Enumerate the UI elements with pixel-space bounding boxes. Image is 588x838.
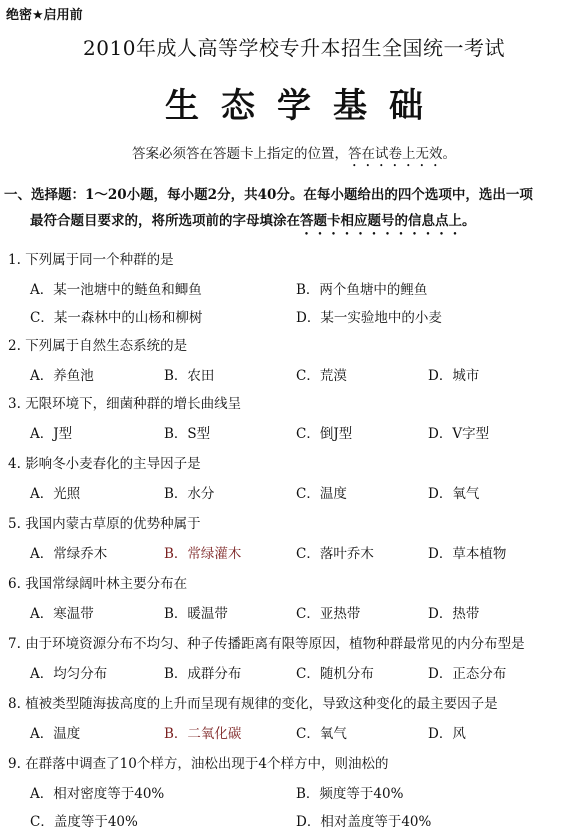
question-6 (8, 572, 187, 592)
option-2b[interactable]: B．农田 (164, 368, 215, 384)
option-3d[interactable]: D．V字型 (428, 426, 490, 442)
question-text: 我国内蒙古草原的优势种属于 (25, 516, 201, 532)
question-9 (8, 752, 388, 772)
notice-part1: 答案必须答在答题卡上指定的位置， (132, 146, 348, 162)
option-4a[interactable]: A．光照 (30, 486, 81, 502)
option-8d[interactable]: D．风 (428, 726, 466, 742)
secret-label: 绝密★启用前 (6, 8, 83, 23)
section-line2-part2: 答题卡相应题号的信息点上。 (300, 213, 476, 229)
question-text: 影响冬小麦春化的主导因子是 (25, 456, 201, 472)
question-3 (8, 392, 241, 412)
question-text: 在群落中调查了10个样方，油松出现于4个样方中，则油松的 (25, 756, 389, 772)
question-number: 8. (8, 696, 21, 712)
option-7c[interactable]: C．随机分布 (296, 666, 374, 682)
option-5d[interactable]: D．草本植物 (428, 546, 507, 562)
option-3a[interactable]: A．J型 (30, 426, 73, 442)
option-4b[interactable]: B．水分 (164, 486, 215, 502)
question-number: 7. (8, 636, 21, 652)
option-4d[interactable]: D．氧气 (428, 486, 480, 502)
option-1a[interactable]: A．某一池塘中的鲢鱼和鲫鱼 (30, 282, 202, 298)
option-8c[interactable]: C．氧气 (296, 726, 347, 742)
option-9b[interactable]: B．频度等于40% (296, 786, 404, 802)
option-4c[interactable]: C．温度 (296, 486, 347, 502)
option-1b[interactable]: B．两个鱼塘中的鲤鱼 (296, 282, 428, 298)
option-6c[interactable]: C．亚热带 (296, 606, 361, 622)
option-8b[interactable]: B．二氧化碳 (164, 726, 242, 742)
question-text: 植被类型随海拔高度的上升而呈现有规律的变化，导致这种变化的最主要因子是 (25, 696, 498, 712)
option-2c[interactable]: C．荒漠 (296, 368, 347, 384)
question-text: 由于环境资源分布不均匀、种子传播距离有限等原因，植物种群最常见的内分布型是 (25, 636, 525, 652)
option-2d[interactable]: D．城市 (428, 368, 480, 384)
option-5b[interactable]: B．常绿灌木 (164, 546, 242, 562)
option-5a[interactable]: A．常绿乔木 (30, 546, 108, 562)
option-2a[interactable]: A．养鱼池 (30, 368, 94, 384)
option-3c[interactable]: C．倒J型 (296, 426, 353, 442)
question-7 (8, 632, 525, 652)
option-3b[interactable]: B．S型 (164, 426, 211, 442)
question-number: 1. (8, 252, 21, 268)
section-line2 (4, 208, 586, 238)
question-number: 9. (8, 756, 21, 772)
exam-title: 2010年成人高等学校专升本招生全国统一考试 (83, 36, 505, 60)
section-line1: 一、选择题：1～20小题，每小题2分，共40分。在每小题给出的四个选项中，选出一项 (4, 187, 533, 203)
section-line2-part1: 最符合题目要求的，将所选项前的字母填涂在 (30, 213, 300, 229)
question-4 (8, 452, 201, 472)
question-number: 3. (8, 396, 21, 412)
question-text: 下列属于自然生态系统的是 (25, 338, 188, 354)
question-5 (8, 512, 201, 532)
option-7d[interactable]: D．正态分布 (428, 666, 507, 682)
option-8a[interactable]: A．温度 (30, 726, 81, 742)
question-number: 2. (8, 338, 21, 354)
option-1d[interactable]: D．某一实验地中的小麦 (296, 310, 442, 326)
option-6a[interactable]: A．寒温带 (30, 606, 94, 622)
subject-title: 生态学基础 (165, 86, 445, 126)
question-text: 无限环境下，细菌种群的增长曲线呈 (25, 396, 242, 412)
option-6d[interactable]: D．热带 (428, 606, 480, 622)
option-9c[interactable]: C．盖度等于40% (30, 814, 138, 830)
question-text: 下列属于同一个种群的是 (25, 252, 174, 268)
option-5c[interactable]: C．落叶乔木 (296, 546, 374, 562)
option-7a[interactable]: A．均匀分布 (30, 666, 108, 682)
answer-notice (0, 142, 588, 170)
option-9a[interactable]: A．相对密度等于40% (30, 786, 165, 802)
question-8 (8, 692, 498, 712)
option-6b[interactable]: B．暖温带 (164, 606, 228, 622)
question-2 (8, 334, 187, 354)
question-number: 5. (8, 516, 21, 532)
question-text: 我国常绿阔叶林主要分布在 (25, 576, 188, 592)
question-number: 6. (8, 576, 21, 592)
option-7b[interactable]: B．成群分布 (164, 666, 242, 682)
notice-part2: 答在试卷上无效。 (348, 146, 456, 162)
section-instructions (4, 182, 586, 238)
question-1 (8, 248, 174, 268)
option-1c[interactable]: C．某一森林中的山杨和柳树 (30, 310, 203, 326)
option-9d[interactable]: D．相对盖度等于40% (296, 814, 432, 830)
question-number: 4. (8, 456, 21, 472)
